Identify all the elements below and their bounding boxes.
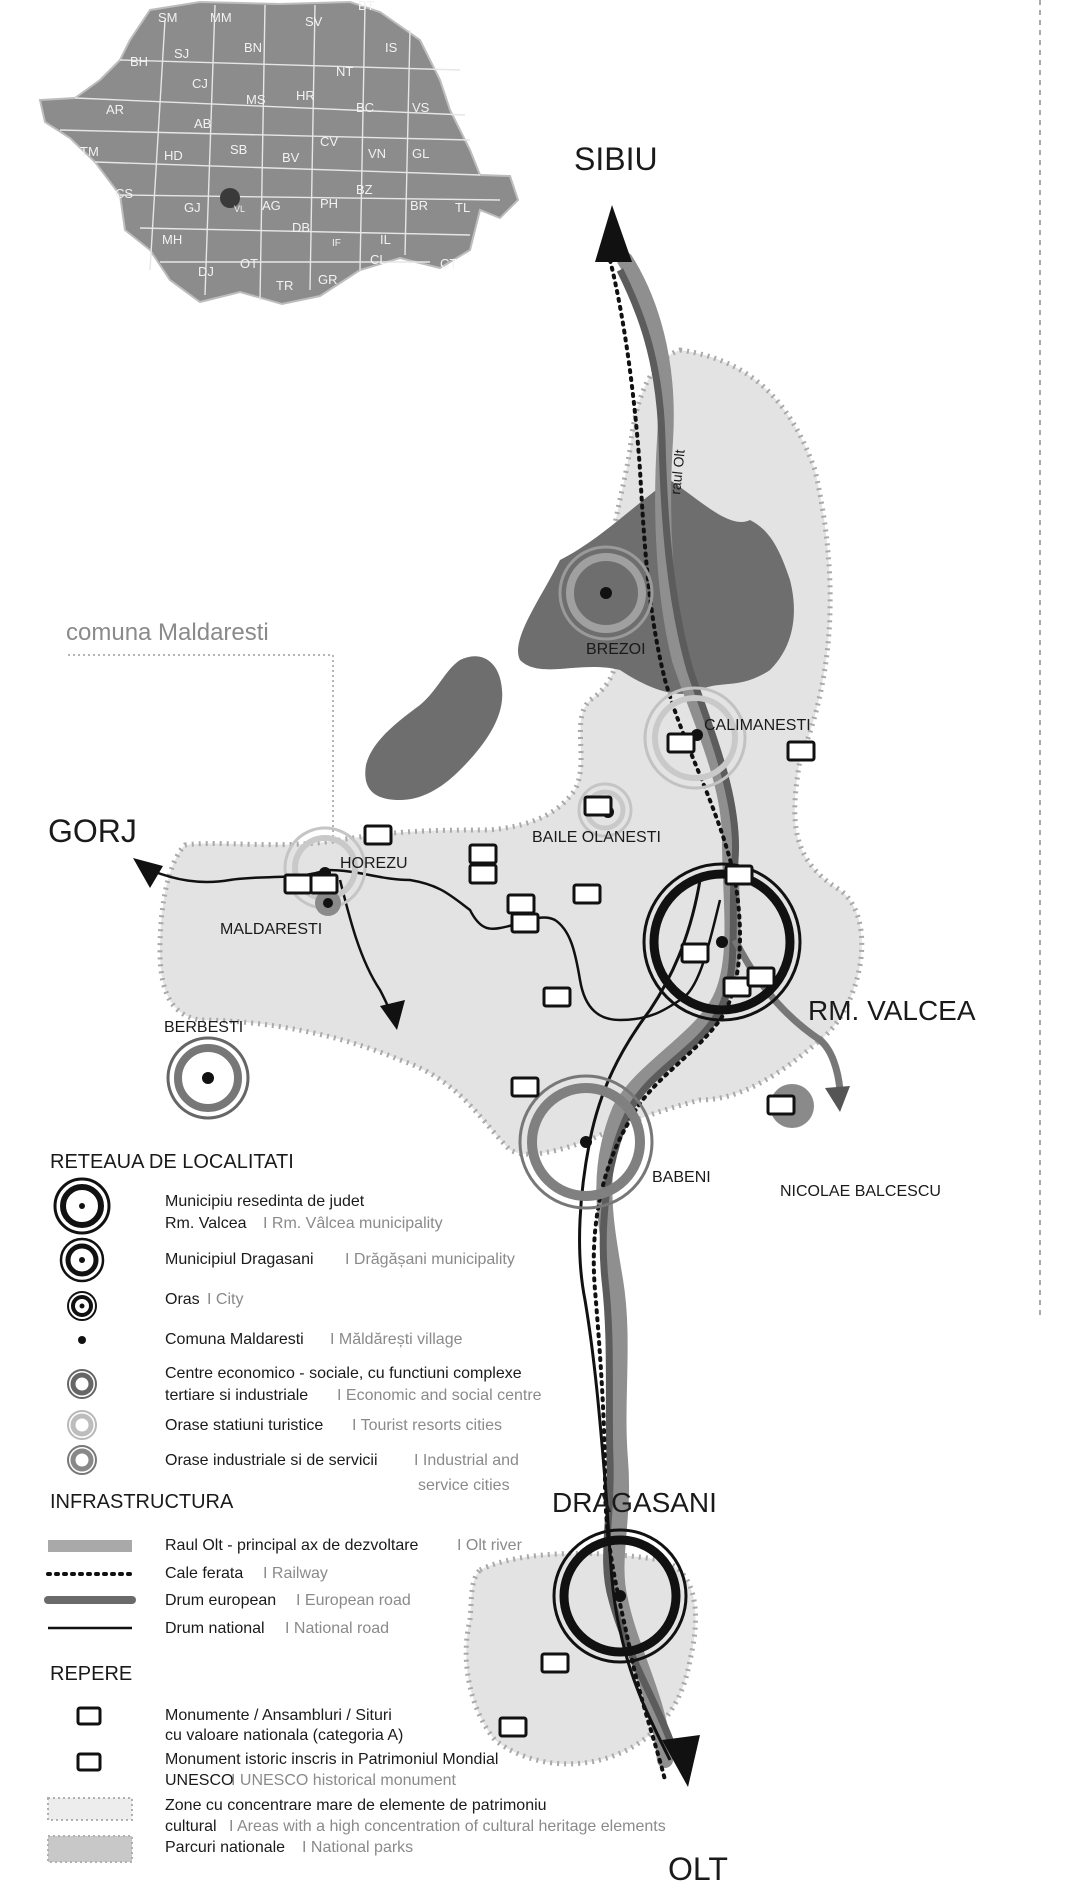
legend-industriale-en1: I Industrial and <box>414 1452 519 1469</box>
legend-zone-line2: cultural <box>165 1818 217 1835</box>
legend-centre-line2: tertiare si industriale <box>165 1387 309 1404</box>
svg-text:IL: IL <box>380 232 391 247</box>
legend-heading-localitati: RETEAUA DE LOCALITATI <box>50 1151 294 1173</box>
monument-icon <box>508 895 534 913</box>
svg-text:BZ: BZ <box>356 182 373 197</box>
svg-text:GJ: GJ <box>184 200 201 215</box>
legend-cale: Cale ferata <box>165 1565 244 1582</box>
svg-text:HD: HD <box>164 148 183 163</box>
legend-municipiu-en: I Rm. Vâlcea municipality <box>263 1215 443 1232</box>
label-rm-valcea: RM. VALCEA <box>808 995 976 1026</box>
monument-icon <box>682 944 708 962</box>
svg-text:AR: AR <box>106 102 125 117</box>
legend-heading-repere: REPERE <box>50 1663 133 1685</box>
legend-centre-line1: Centre economico - sociale, cu functiuni complexe <box>165 1365 522 1382</box>
svg-text:PH: PH <box>320 196 339 211</box>
svg-text:CJ: CJ <box>192 76 208 91</box>
svg-text:SM: SM <box>158 10 178 25</box>
monument-icon <box>470 865 496 883</box>
romania-inset-map <box>40 0 518 304</box>
svg-text:TM: TM <box>80 144 99 159</box>
label-berbesti: BERBESTI <box>164 1019 244 1036</box>
svg-text:BC: BC <box>356 100 375 115</box>
legend-parcuri-en: I National parks <box>302 1839 414 1856</box>
svg-text:MS: MS <box>246 92 266 107</box>
legend-unesco-en: I UNESCO historical monument <box>231 1772 456 1789</box>
monument-icon <box>788 742 814 760</box>
monument-icon <box>512 914 538 932</box>
svg-text:BN: BN <box>244 40 263 55</box>
svg-text:CS: CS <box>115 186 134 201</box>
monument-icon <box>512 1078 538 1096</box>
svg-text:NT: NT <box>336 64 354 79</box>
svg-text:TL: TL <box>455 200 471 215</box>
legend-comuna: Comuna Maldaresti <box>165 1331 304 1348</box>
legend-symbol-oras <box>68 1292 96 1320</box>
svg-text:MM: MM <box>210 10 232 25</box>
monument-icon <box>724 978 750 996</box>
legend-raul: Raul Olt - principal ax de dezvoltare <box>165 1537 419 1554</box>
label-river: raul Olt <box>667 448 688 496</box>
svg-text:IF: IF <box>332 238 341 249</box>
legend-zone-line1: Zone cu concentrare mare de elemente de patrimoniu <box>165 1797 547 1814</box>
legend-drum-nat-en: I National road <box>285 1620 390 1637</box>
svg-text:VN: VN <box>368 146 387 161</box>
svg-text:OT: OT <box>240 256 259 271</box>
legend-symbol-national-park <box>48 1836 132 1862</box>
svg-text:SJ: SJ <box>174 46 190 61</box>
monument-icon <box>470 845 496 863</box>
legend-oras-en: I City <box>207 1291 244 1308</box>
svg-text:VL: VL <box>234 204 246 214</box>
monument-icon <box>285 875 311 893</box>
svg-text:SB: SB <box>230 142 248 157</box>
national-park-buila <box>365 656 502 800</box>
legend-symbol-comuna <box>78 1336 86 1344</box>
legend-unesco-line2: UNESCO <box>165 1772 234 1789</box>
svg-text:IS: IS <box>385 40 398 55</box>
legend-unesco-line1: Monument istoric inscris in Patrimoniul Mondial <box>165 1751 499 1768</box>
legend-symbol-centre <box>68 1370 96 1398</box>
label-babeni: BABENI <box>652 1169 711 1186</box>
legend-municipiu-line1: Municipiu resedinta de judet <box>165 1193 365 1210</box>
legend-symbol-unesco <box>78 1754 100 1770</box>
legend-centre-en: I Economic and social centre <box>337 1387 542 1404</box>
label-baile-olanesti: BAILE OLANESTI <box>532 829 661 846</box>
monument-icon <box>668 734 694 752</box>
svg-text:AG: AG <box>262 198 281 213</box>
legend-symbol-monument <box>78 1708 100 1724</box>
legend-industriale-en2: service cities <box>418 1477 510 1494</box>
svg-text:TR: TR <box>276 278 294 293</box>
legend-dragasani-en: I Drăgășani municipality <box>345 1251 515 1268</box>
legend-monumente-line1: Monumente / Ansambluri / Situri <box>165 1707 392 1724</box>
svg-text:AB: AB <box>194 116 212 131</box>
svg-text:GR: GR <box>318 272 338 287</box>
label-olt: OLT <box>668 1851 728 1887</box>
label-nicolae-balcescu: NICOLAE BALCESCU <box>780 1183 941 1200</box>
legend-municipiu-line2: Rm. Valcea <box>165 1215 247 1232</box>
legend-raul-en: I Olt river <box>457 1537 522 1554</box>
arrow-sibiu <box>595 205 632 262</box>
label-comuna: comuna Maldaresti <box>66 619 269 646</box>
monument-icon <box>365 826 391 844</box>
arrow-nicolae-balcescu <box>825 1086 850 1112</box>
label-sibiu: SIBIU <box>574 141 658 177</box>
legend-dragasani: Municipiul Dragasani <box>165 1251 314 1268</box>
arrow-gorj <box>133 858 163 888</box>
monument-icon <box>500 1718 526 1736</box>
svg-text:VS: VS <box>412 100 430 115</box>
legend-symbol-dragasani <box>61 1239 103 1281</box>
legend-turistice: Orase statiuni turistice <box>165 1417 324 1434</box>
svg-text:GL: GL <box>412 146 430 161</box>
label-gorj: GORJ <box>48 813 137 849</box>
legend-comuna-en: I Măldărești village <box>330 1331 463 1348</box>
legend-symbol-heritage-zone <box>48 1798 132 1820</box>
svg-text:CT: CT <box>440 256 458 271</box>
svg-text:BT: BT <box>358 0 375 13</box>
legend-symbol-turistice <box>68 1411 96 1439</box>
monument-icon <box>542 1654 568 1672</box>
legend-oras: Oras <box>165 1291 200 1308</box>
legend-symbol-municipiu <box>55 1179 109 1233</box>
legend-heading-infrastructura: INFRASTRUCTURA <box>50 1491 234 1513</box>
svg-text:HR: HR <box>296 88 315 103</box>
svg-text:BH: BH <box>130 54 149 69</box>
svg-text:CL: CL <box>370 252 387 267</box>
monument-icon <box>544 988 570 1006</box>
svg-text:BV: BV <box>282 150 300 165</box>
svg-text:CV: CV <box>320 134 339 149</box>
svg-text:BR: BR <box>410 198 429 213</box>
legend-monumente-line2: cu valoare nationala (categoria A) <box>165 1727 404 1744</box>
svg-text:MH: MH <box>162 232 183 247</box>
monument-icon <box>311 875 337 893</box>
monument-icon <box>585 797 611 815</box>
legend-cale-en: I Railway <box>263 1565 328 1582</box>
label-calimanesti: CALIMANESTI <box>704 717 811 734</box>
svg-text:DB: DB <box>292 220 311 235</box>
legend-drum-nat: Drum national <box>165 1620 265 1637</box>
legend-turistice-en: I Tourist resorts cities <box>352 1417 502 1434</box>
monument-icon <box>574 885 600 903</box>
monument-icon <box>768 1096 794 1114</box>
monument-icon <box>748 968 774 986</box>
label-horezu: HOREZU <box>340 855 408 872</box>
heritage-zone-main <box>160 350 862 1154</box>
legend-parcuri: Parcuri nationale <box>165 1839 286 1856</box>
legend-industriale: Orase industriale si de servicii <box>165 1452 378 1469</box>
monument-icon <box>726 866 752 884</box>
legend-symbol-industriale <box>68 1446 96 1474</box>
label-maldaresti: MALDARESTI <box>220 921 323 938</box>
svg-text:SV: SV <box>305 14 323 29</box>
label-brezoi: BREZOI <box>586 641 646 658</box>
legend-drum-eu: Drum european <box>165 1592 277 1609</box>
label-dragasani: DRAGASANI <box>552 1487 717 1518</box>
svg-text:DJ: DJ <box>198 264 214 279</box>
legend-zone-en: I Areas with a high concentration of cultural heritage elements <box>229 1818 666 1835</box>
legend-drum-eu-en: I European road <box>296 1592 411 1609</box>
